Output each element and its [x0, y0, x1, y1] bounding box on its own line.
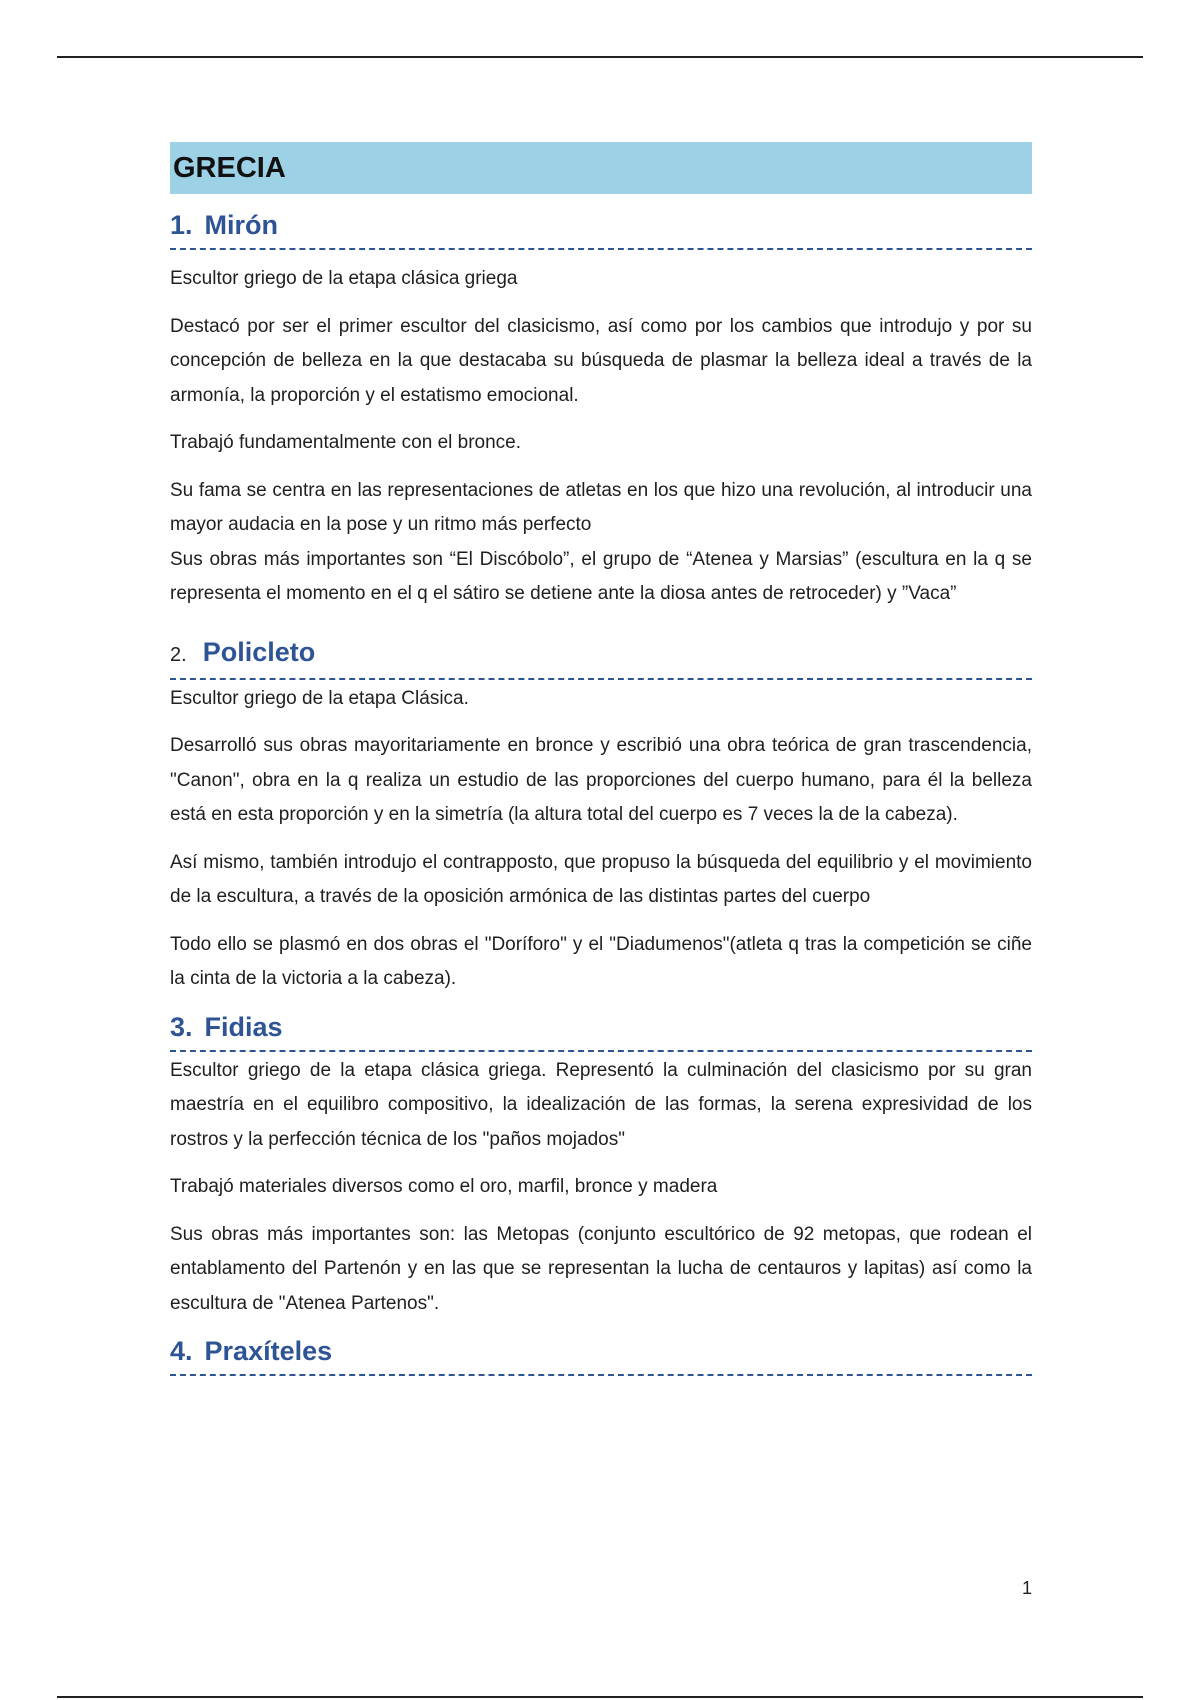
- section-title: Mirón: [204, 210, 279, 240]
- paragraph: Sus obras más importantes son “El Discóbolo”, el grupo de “Atenea y Marsias” (escultura en la q se representa el momento en el q el sátiro se detiene ante la diosa antes de retroceder) y ”Vaca”: [170, 548, 1032, 604]
- section-heading-praxiteles: [170, 1334, 1032, 1376]
- section-title: Fidias: [204, 1011, 283, 1042]
- section-number: 1.: [170, 210, 193, 240]
- paragraph: Escultor griego de la etapa clásica griega: [170, 268, 518, 289]
- paragraph: Destacó por ser el primer escultor del clasicismo, así como por los cambios que introdujo y por su concepción de belleza en la que destacaba su búsqueda de plasmar la belleza ideal a través de la armonía, la proporción y el estatismo emocional.: [170, 315, 1032, 406]
- section-title: Praxíteles: [204, 1336, 333, 1366]
- section-heading-policleto: [170, 635, 1032, 680]
- section-number: 4.: [170, 1336, 193, 1366]
- paragraph: Desarrolló sus obras mayoritariamente en bronce y escribió una obra teórica de gran trascendencia, "Canon", obra en la q realiza un estudio de las proporciones del cuerpo humano, para él la belleza está en esta proporción y en la simetría (la altura total del cuerpo es 7 veces la de la cabeza).: [170, 735, 1032, 825]
- paragraph: Escultor griego de la etapa clásica griega. Representó la culminación del clasicismo por su gran maestría en el equilibro compositivo, la idealización de las formas, la serena expresividad de los rostros y la perfección técnica de los "paños mojados": [170, 1059, 1032, 1150]
- bottom-rule: [57, 1696, 1143, 1698]
- paragraph: Todo ello se plasmó en dos obras el "Doríforo" y el "Diadumenos"(atleta q tras la competición se ciñe la cinta de la victoria a la cabeza).: [170, 933, 1032, 989]
- paragraph: Así mismo, también introdujo el contrapposto, que propuso la búsqueda del equilibrio y el movimiento de la escultura, a través de la oposición armónica de las distintas partes del cuerpo: [170, 851, 1032, 907]
- section-heading-fidias: [170, 1010, 1032, 1052]
- section-number: 3.: [170, 1011, 193, 1042]
- paragraph: Su fama se centra en las representaciones de atletas en los que hizo una revolución, al introducir una mayor audacia en la pose y un ritmo más perfecto: [170, 479, 1032, 535]
- paragraph: Sus obras más importantes son: las Metopas (conjunto escultórico de 92 metopas, que rodean el entablamento del Partenón y en las que se representan la lucha de centauros y lapitas) así como la escultura de "Atenea Partenos".: [170, 1223, 1032, 1314]
- paragraph: Escultor griego de la etapa Clásica.: [170, 687, 469, 709]
- page-title: GRECIA: [170, 142, 1032, 194]
- document-body: [170, 142, 1032, 1388]
- page-number: 1: [1021, 1578, 1032, 1598]
- paragraph: Trabajó fundamentalmente con el bronce.: [170, 432, 522, 453]
- section-heading-miron: [170, 208, 1032, 250]
- top-rule: [57, 56, 1143, 58]
- section-number: 2.: [170, 643, 187, 666]
- paragraph: Trabajó materiales diversos como el oro, marfil, bronce y madera: [170, 1176, 718, 1197]
- section-title: Policleto: [202, 636, 316, 667]
